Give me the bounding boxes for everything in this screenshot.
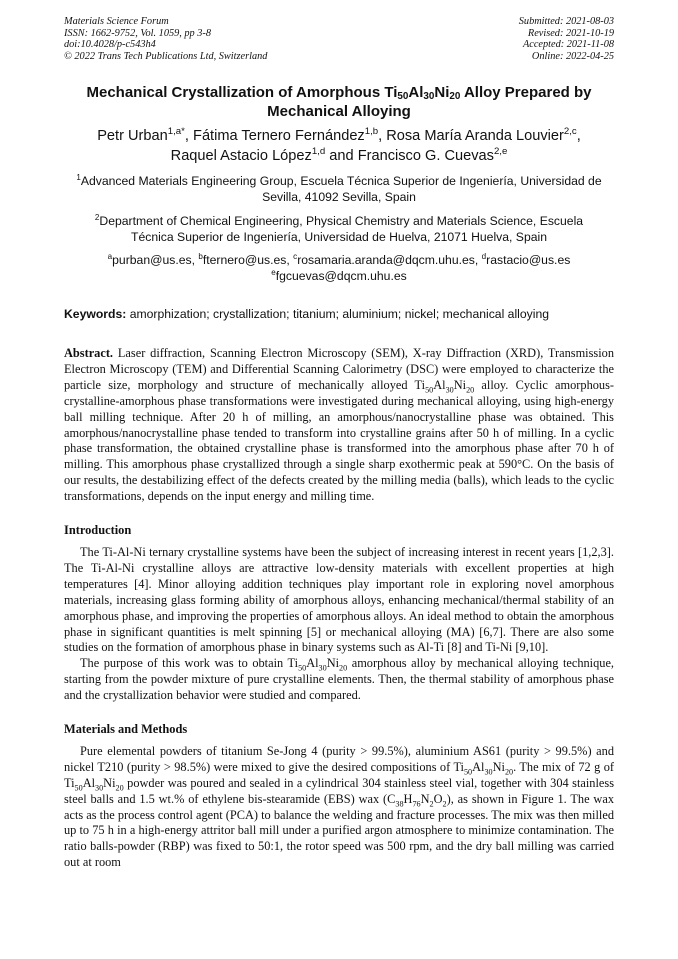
- date-revised: Revised: 2021-10-19: [527, 27, 614, 39]
- keywords-text: amorphization; crystallization; titanium; aluminium; nickel; mechanical alloying: [129, 307, 549, 321]
- date-online: Online: 2022-04-25: [531, 50, 614, 62]
- title-text-start: Mechanical Crystallization of Amorphous Ti: [86, 84, 398, 101]
- author: Francisco G. Cuevas$^{2,e}$: [357, 145, 508, 164]
- paper-title: [64, 84, 614, 121]
- journal-header: [64, 16, 614, 62]
- alloy-formula: $Ti_{50}Al_{30}Ni_{20}$: [453, 759, 514, 777]
- affiliation: $^2$Department of Chemical Engineering, Physical Chemistry and Materials Science, Escuela Técnica Superior de Ingeniería, Universidad de Huelva, 21071 Huelva, Spain: [94, 212, 584, 244]
- author: Raquel Astacio López$^{1,d}$: [170, 145, 326, 164]
- alloy-formula: $Ti_{50}Al_{30}Ni_{20}$: [414, 377, 475, 395]
- paragraph: The purpose of this work was to obtain $Ti_{50}Al_{30}Ni_{20}$ amorphous alloy by mechanical alloying technique, starting from the powder mixture of pure crystalline elements. Then, the thermal stability of amorphous phase and the crystallization behavior were studied and compared.: [64, 656, 615, 703]
- email-link[interactable]: fgcuevas@dqcm.uhu.es: [275, 268, 407, 283]
- email-link[interactable]: fternero@us.es: [202, 253, 287, 267]
- date-accepted: Accepted: 2021-11-08: [522, 39, 614, 50]
- author: Petr Urban$^{1,a*}$: [97, 126, 185, 144]
- affiliation: $^1$Advanced Materials Engineering Group, Escuela Técnica Superior de Ingeniería, Universidad de Sevilla, 41092 Sevilla, Spain: [76, 172, 602, 204]
- journal-issn: ISSN: 1662-9752, Vol. 1059, pp 3-8: [64, 27, 212, 39]
- title-text-end: Alloy Prepared by: [460, 84, 592, 101]
- journal-doi: doi:10.4028/p-c543h4: [64, 39, 156, 50]
- journal-name: Materials Science Forum: [64, 16, 169, 27]
- author-list: Petr Urban$^{1,a*}$, Fátima Ternero Fernández$^{1,b}$, Rosa María Aranda Louvier$^{2,c}$, Raquel Astacio López$^{1,d}$ and Francisco G. Cuevas$^{2,e}$: [97, 126, 581, 164]
- ebs-formula: $C_{38}H_{76}N_2O_2$: [387, 791, 447, 809]
- journal-info: [64, 16, 267, 62]
- abstract: Abstract. Laser diffraction, Scanning Electron Microscopy (SEM), X-ray Diffraction (XRD), Transmission Electron Microscopy (TEM) and Differential Scanning Calorimetry (DSC) were employed to characterize the particle size, morphology and structure of mechanically alloyed $Ti_{50}Al_{30}Ni_{20}$ alloy. Cyclic amorphous-crystalline-amorphous phase transformations were investigated during mechanical alloying, using high-energy ball milling technique. After 20 h of milling, an amorphous/nanocrystalline phase was obtained. This amorphous/nanocrystalline phase tended to transform into crystalline grains after 50 h of milling. In a cyclic phase transformation, the obtained crystalline phase is transformed into the amorphous phase after 70 h of milling. This amorphous phase crystallized through a single sharp exothermic peak at 590°C. On the basis of our results, the destabilizing effect of the defects created by the milling media (balls), which leads to the cyclic transformations, depends on the input energy and milling time.: [64, 346, 614, 504]
- author-emails: $^a$purban@us.es, $^b$fternero@us.es, $^c$rosamaria.aranda@dqcm.uhu.es, $^d$rastacio@us.es $^e$fgcuevas@dqcm.uhu.es: [107, 251, 571, 283]
- author: Fátima Ternero Fernández$^{1,b}$: [193, 126, 379, 144]
- section-heading-introduction: Introduction: [64, 523, 132, 538]
- abstract-label: Abstract.: [64, 346, 114, 360]
- email-link[interactable]: rosamaria.aranda@dqcm.uhu.es: [297, 253, 475, 267]
- title-formula: $_{50}Al_{30}Ni_{20}$: [397, 84, 461, 102]
- author: Rosa María Aranda Louvier$^{2,c}$: [386, 126, 577, 144]
- publication-dates: [519, 16, 614, 62]
- keywords: [64, 306, 614, 322]
- section-heading-materials-methods: Materials and Methods: [64, 722, 188, 737]
- keywords-label: Keywords:: [64, 307, 127, 321]
- email-link[interactable]: purban@us.es: [112, 253, 192, 267]
- email-link[interactable]: rastacio@us.es: [486, 253, 571, 267]
- date-submitted: Submitted: 2021-08-03: [518, 16, 614, 27]
- paragraph: Pure elemental powders of titanium Se-Jong 4 (purity > 99.5%), aluminium AS61 (purity > 99.5%) and nickel T210 (purity > 98.5%) were mixed to give the desired compositions of $Ti_{50}Al_{30}Ni_{20}$. The mix of 72 g of $Ti_{50}Al_{30}Ni_{20}$ powder was poured and sealed in a cylindrical 304 stainless steel vial, together with 304 stainless steel balls and 1.5 wt.% of ethylene bis-stearamide (EBS) wax $(C_{38}H_{76}N_2O_2)$, as shown in Figure 1. The wax acts as the process control agent (PCA) to balance the welding and fracture processes. The mix was then milled up to 75 h in a high-energy attritor ball mill under a purified argon atmosphere to minimize contamination. The ratio balls-powder (RBP) was fixed to 50:1, the rotor speed was 500 rpm, and the dry ball milling was carried out at room: [64, 743, 614, 870]
- paragraph: The Ti-Al-Ni ternary crystalline systems have been the subject of increasing interest in recent years [1,2,3]. The Ti-Al-Ni crystalline alloys are attractive low-density materials with excellent properties at high temperatures [4]. Minor alloying addition techniques play important role in exploring novel amorphous materials, increasing glass forming ability of amorphous alloys, enhancing mechanical/thermal stability of an amorphous phase, and improving the properties of amorphous alloys. An ideal method to obtain the amorphous phase in significant quantities is melt spinning [5] or mechanical alloying (MA) [6,7]. There are also some studies on the formation of amorphous phase in binary systems such as Al-Ti [8] and Ti-Ni [9,10].: [64, 544, 614, 655]
- alloy-formula: $Ti_{50}Al_{30}Ni_{20}$: [287, 656, 348, 673]
- title-line-2: Mechanical Alloying: [267, 102, 411, 120]
- journal-copyright: © 2022 Trans Tech Publications Ltd, Switzerland: [64, 50, 268, 62]
- alloy-formula: $Ti_{50}Al_{30}Ni_{20}$: [64, 775, 124, 793]
